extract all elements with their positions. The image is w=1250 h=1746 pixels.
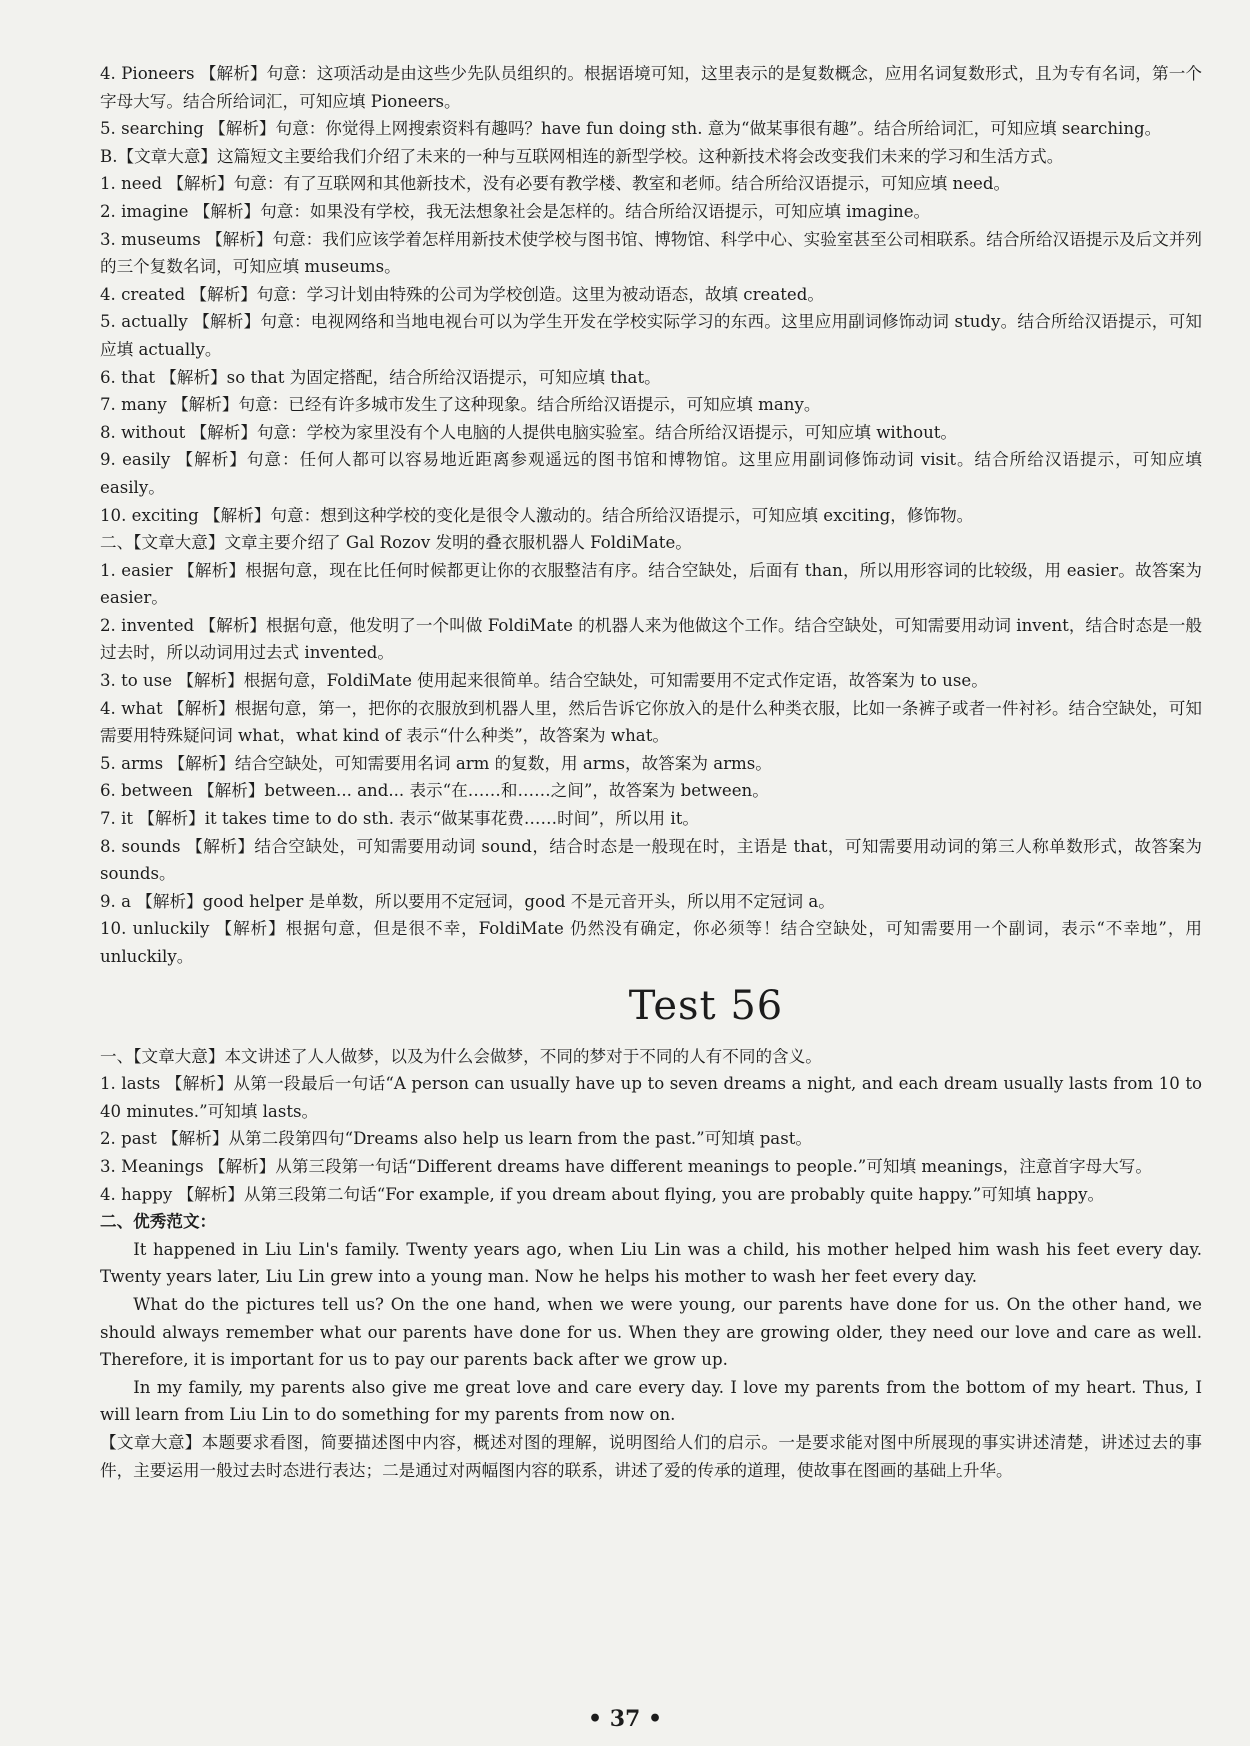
answer-item: 3. Meanings 【解析】从第三段第一句话“Different dreams have different meanings to people.”可知填 meanings，注意首字母大写。 — [100, 1156, 1152, 1176]
answer-item: 8. sounds 【解析】结合空缺处，可知需要用动词 sound，结合时态是一般现在时，主语是 that，可知需要用动词的第三人称单数形式，故答案为 sounds。 — [100, 836, 1202, 884]
answer-item: 7. many 【解析】句意：已经有许多城市发生了这种现象。结合所给汉语提示，可知应填 many。 — [100, 395, 821, 415]
page-number: • 37 • — [587, 1706, 663, 1732]
answer-item: 4. created 【解析】句意：学习计划由特殊的公司为学校创造。这里为被动语态，故填 created。 — [100, 284, 824, 304]
answer-item: 4. Pioneers 【解析】句意：这项活动是由这些少先队员组织的。根据语境可知，这里表示的是复数概念，应用名词复数形式，且为专有名词，第一个字母大写。结合所给词汇，可知应填 Pioneers。 — [100, 64, 1202, 111]
answer-item: 2. imagine 【解析】句意：如果没有学校，我无法想象社会是怎样的。结合所给汉语提示，可知应填 imagine。 — [100, 201, 931, 221]
passage-summary: 二、【文章大意】文章主要介绍了 Gal Rozov 发明的叠衣服机器人 FoldiMate。 — [100, 533, 692, 553]
answer-item: 5. arms 【解析】结合空缺处，可知需要用名词 arm 的复数，用 arms，故答案为 arms。 — [100, 753, 772, 773]
answer-item: 3. museums 【解析】句意：我们应该学着怎样用新技术使学校与图书馆、博物馆、科学中心、实验室甚至公司相联系。结合所给汉语提示及后文并列的三个复数名词，可知应填 museums。 — [100, 229, 1202, 277]
answer-item: 10. unluckily 【解析】根据句意，但是很不幸，FoldiMate 仍然没有确定，你必须等！结合空缺处，可知需要用一个副词，表示“不幸地”，用 unluckily。 — [100, 919, 1202, 966]
answer-item: 9. a 【解析】good helper 是单数，所以要用不定冠词，good 不是元音开头，所以用不定冠词 a。 — [100, 891, 835, 911]
answer-item: 1. need 【解析】句意：有了互联网和其他新技术，没有必要有教学楼、教室和老师。结合所给汉语提示，可知应填 need。 — [100, 174, 1011, 194]
answer-item: 1. easier 【解析】根据句意，现在比任何时候都更让你的衣服整洁有序。结合空缺处，后面有 than，所以用形容词的比较级，用 easier。故答案为 easier。 — [100, 560, 1202, 608]
answer-item: 6. between 【解析】between... and... 表示“在……和……之间”，故答案为 between。 — [100, 781, 769, 801]
answer-item: 4. what 【解析】根据句意，第一，把你的衣服放到机器人里，然后告诉它你放入的是什么种类衣服，比如一条裤子或者一件衬衫。结合空缺处，可知需要用特殊疑问词 what，what kind of 表示“什么种类”，故答案为 what。 — [100, 698, 1202, 746]
answer-item: 10. exciting 【解析】句意：想到这种学校的变化是很令人激动的。结合所给汉语提示，可知应填 exciting，修饰物。 — [100, 505, 974, 525]
answer-item: 9. easily 【解析】句意：任何人都可以容易地近距离参观遥远的图书馆和博物馆。这里应用副词修饰动词 visit。结合所给汉语提示，可知应填 easily。 — [100, 450, 1202, 497]
test-title: Test 56 — [628, 982, 784, 1029]
essay-summary: 【文章大意】本题要求看图，简要描述图中内容，概述对图的理解，说明图给人们的启示。一是要求能对图中所展现的事实讲述清楚，讲述过去的事件，主要运用一般过去时态进行表达；二是通过对两幅图内容的联系，讲述了爱的传承的道理，使故事在图画的基础上升华。 — [100, 1432, 1202, 1480]
passage-summary: 一、【文章大意】本文讲述了人人做梦，以及为什么会做梦，不同的梦对于不同的人有不同的含义。 — [100, 1046, 822, 1066]
page-content — [100, 60, 1202, 1484]
passage-summary: B.【文章大意】这篇短文主要给我们介绍了未来的一种与互联网相连的新型学校。这种新技术将会改变我们未来的学习和生活方式。 — [100, 146, 1064, 166]
answer-item: 3. to use 【解析】根据句意，FoldiMate 使用起来很简单。结合空缺处，可知需要用不定式作定语，故答案为 to use。 — [100, 671, 988, 691]
answer-item: 5. searching 【解析】句意：你觉得上网搜索资料有趣吗？have fun doing sth. 意为“做某事很有趣”。结合所给词汇，可知应填 searching。 — [100, 119, 1162, 139]
answer-item: 4. happy 【解析】从第三段第二句话“For example, if you dream about flying, you are probably quite happy.”可知填 happy。 — [100, 1184, 1105, 1204]
answer-item: 5. actually 【解析】句意：电视网络和当地电视台可以为学生开发在学校实际学习的东西。这里应用副词修饰动词 study。结合所给汉语提示，可知应填 actually。 — [100, 312, 1202, 359]
answer-item: 6. that 【解析】so that 为固定搭配，结合所给汉语提示，可知应填 that。 — [100, 367, 661, 387]
essay-paragraph: It happened in Liu Lin's family. Twenty years ago, when Liu Lin was a child, his mother helped him wash his feet every day. Twenty years later, Liu Lin grew into a young man. Now he helps his mother to wash her feet every day. — [100, 1239, 1202, 1287]
answer-item: 1. lasts 【解析】从第一段最后一句话“A person can usually have up to seven dreams a night, and each dream usually lasts from 10 to 40 minutes.”可知填 lasts。 — [100, 1074, 1202, 1121]
answer-item: 2. invented 【解析】根据句意，他发明了一个叫做 FoldiMate 的机器人来为他做这个工作。结合空缺处，可知需要用动词 invent，结合时态是一般过去时，所以动词用过去式 invented。 — [100, 615, 1202, 663]
essay-heading: 二、优秀范文： — [100, 1211, 217, 1232]
answer-item: 2. past 【解析】从第二段第四句“Dreams also help us learn from the past.”可知填 past。 — [100, 1129, 812, 1149]
essay-paragraph: In my family, my parents also give me great love and care every day. I love my parents from the bottom of my heart. Thus, I will learn from Liu Lin to do something for my parents from now on. — [100, 1377, 1202, 1425]
answer-item: 8. without 【解析】句意：学校为家里没有个人电脑的人提供电脑实验室。结合所给汉语提示，可知应填 without。 — [100, 422, 958, 442]
essay-paragraph: What do the pictures tell us? On the one hand, when we were young, our parents have done for us. On the other hand, we should always remember what our parents have done for us. When they are growing older, they need our love and care as well. Therefore, it is important for us to pay our parents back after we grow up. — [100, 1294, 1202, 1370]
answer-item: 7. it 【解析】it takes time to do sth. 表示“做某事花费……时间”，所以用 it。 — [100, 809, 699, 829]
